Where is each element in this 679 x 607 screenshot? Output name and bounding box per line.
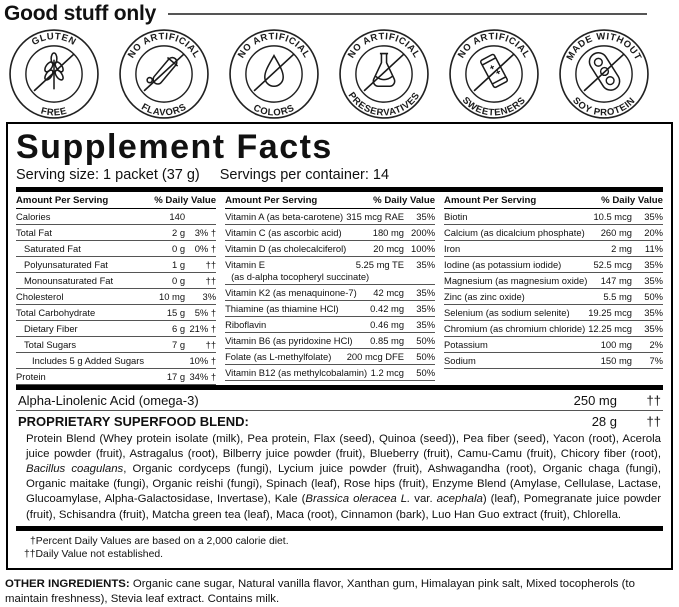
nutrient-amount: 12.25 mcg bbox=[588, 322, 632, 334]
nutrient-subname: (as d-alpha tocopheryl succinate) bbox=[231, 270, 370, 282]
badge-bottom-label: PRESERVATIVES bbox=[345, 90, 423, 119]
other-ingredients-text: Organic cane sugar, Natural vanilla flavor, Xanthan gum, Himalayan pink salt, Mixed tocopherols (to maintain freshness), Stevia leaf extract. Contains milk. bbox=[5, 577, 635, 605]
blend-text-segment: , Organic cordyceps (fungi), Lycium juice powder (fruit), Ashwagandha (root), Organic chaga (fungi), Organic maitake (fungi), Organic reishi (fungi), Spinach (leaf), Rose hips (fruit), Enzyme Blend (Amylase, Cellulase, Lactase, Glucoamylase, Alpha-Galactosidase, Invertase), Kale ( bbox=[26, 462, 661, 506]
sweetener-packet-icon bbox=[480, 54, 508, 88]
nutrient-row bbox=[225, 365, 435, 381]
nutrient-row bbox=[225, 257, 435, 285]
badge-no-artificial-colors bbox=[228, 28, 320, 120]
blend-row-daily-value: †† bbox=[646, 392, 661, 408]
nutrient-amount: 1 g bbox=[172, 258, 186, 270]
nutrient-name: Vitamin K2 (as menaquinone-7) bbox=[225, 286, 357, 298]
nutrient-amount: 0 g bbox=[172, 242, 186, 254]
nutrient-row bbox=[225, 349, 435, 365]
nutrient-daily-value: 0% † bbox=[194, 242, 217, 254]
nutrient-amount: 5.25 mg TE bbox=[355, 258, 405, 270]
extra-rows bbox=[16, 390, 663, 431]
nutrient-amount: 52.5 mcg bbox=[593, 258, 632, 270]
nutrient-row-main bbox=[16, 339, 216, 350]
serving-size: Serving size: 1 packet (37 g) bbox=[16, 167, 200, 183]
badge-top-label: NO ARTIFICIAL bbox=[235, 31, 313, 61]
title-row bbox=[4, 2, 679, 26]
footnote: ††Daily Value not established. bbox=[24, 548, 164, 560]
nutrient-row bbox=[225, 225, 435, 241]
nutrient-row-main bbox=[16, 275, 216, 286]
badge-bottom-label: FREE bbox=[39, 105, 69, 119]
nutrient-daily-value: 35% bbox=[644, 322, 663, 334]
nutrient-name: Iron bbox=[444, 242, 461, 254]
nutrient-amount: 10.5 mcg bbox=[593, 210, 632, 222]
svg-text:COLORS bbox=[251, 103, 296, 119]
facts-column bbox=[16, 192, 216, 385]
blend-row-amount: 28 g bbox=[591, 413, 617, 429]
nutrient-daily-value: †† bbox=[205, 258, 217, 270]
nutrient-amount: 19.25 mcg bbox=[588, 306, 632, 318]
nutrient-row bbox=[444, 209, 663, 225]
nutrient-row bbox=[225, 333, 435, 349]
footnote: †Percent Daily Values are based on a 2,000 calorie diet. bbox=[30, 535, 289, 547]
nutrient-amount: 6 g bbox=[172, 322, 186, 334]
svg-text:FLAVORS bbox=[139, 101, 188, 118]
nutrient-name: Polyunsaturated Fat bbox=[24, 258, 108, 270]
nutrient-row-main bbox=[16, 211, 216, 222]
nutrient-row bbox=[444, 273, 663, 289]
nutrient-row-main bbox=[16, 355, 216, 366]
nutrient-daily-value: 50% bbox=[416, 366, 436, 378]
nutrient-name: Protein bbox=[16, 370, 46, 382]
nutrient-amount: 15 g bbox=[166, 306, 186, 318]
nutrient-amount: 100 mg bbox=[600, 338, 632, 350]
nutrient-row bbox=[16, 305, 216, 321]
nutrient-row bbox=[444, 353, 663, 369]
nutrient-row-main bbox=[225, 259, 435, 270]
nutrient-daily-value: 35% bbox=[416, 258, 436, 270]
nutrient-amount: 147 mg bbox=[600, 274, 632, 286]
nutrient-row bbox=[444, 289, 663, 305]
nutrient-row-main bbox=[225, 367, 435, 378]
nutrient-amount: 180 mg bbox=[372, 226, 405, 238]
nutrient-name: Riboflavin bbox=[225, 318, 267, 330]
nutrient-name: Monounsaturated Fat bbox=[24, 274, 114, 286]
nutrient-daily-value: 35% bbox=[644, 258, 663, 270]
nutrient-daily-value: 100% bbox=[411, 242, 436, 254]
nutrient-amount: 140 bbox=[169, 210, 186, 222]
nutrient-daily-value: 3% † bbox=[194, 226, 217, 238]
nutrient-name: Calcium (as dicalcium phosphate) bbox=[444, 226, 585, 238]
nutrient-row-main bbox=[444, 243, 663, 254]
daily-value-header: % Daily Value bbox=[601, 194, 663, 206]
nutrient-row bbox=[444, 241, 663, 257]
badge-bottom-label: SOY PROTEIN bbox=[570, 95, 638, 119]
nutrient-amount: 2 g bbox=[172, 226, 186, 238]
nutrient-name: Vitamin E bbox=[225, 258, 266, 270]
nutrient-name: Sodium bbox=[444, 354, 476, 366]
nutrient-amount: 2 mg bbox=[611, 242, 632, 254]
nutrient-name: Calories bbox=[16, 210, 51, 222]
blend-row-name: Alpha-Linolenic Acid (omega-3) bbox=[18, 392, 199, 408]
page-title: Good stuff only bbox=[4, 2, 157, 25]
nutrient-name: Includes 5 g Added Sugars bbox=[32, 354, 145, 366]
nutrient-amount: 0.42 mg bbox=[370, 302, 405, 314]
nutrient-name: Cholesterol bbox=[16, 290, 64, 302]
nutrient-daily-value: 3% bbox=[202, 290, 217, 302]
nutrient-row bbox=[444, 305, 663, 321]
other-ingredients bbox=[0, 570, 679, 607]
nutrient-row-main bbox=[16, 371, 216, 382]
nutrient-row bbox=[444, 225, 663, 241]
badge-gluten-free bbox=[8, 28, 100, 120]
nutrient-row bbox=[16, 321, 216, 337]
nutrient-name: Total Sugars bbox=[24, 338, 77, 350]
nutrient-row bbox=[444, 321, 663, 337]
blend-row-amount: 250 mg bbox=[573, 392, 617, 408]
nutrient-name: Magnesium (as magnesium oxide) bbox=[444, 274, 588, 286]
nutrient-daily-value: 35% bbox=[416, 302, 436, 314]
nutrient-row-main bbox=[225, 211, 435, 222]
nutrient-daily-value: 5% † bbox=[194, 306, 217, 318]
nutrient-name: Thiamine (as thiamine HCl) bbox=[225, 302, 339, 314]
badge-made-without-soy-protein bbox=[558, 28, 650, 120]
nutrient-daily-value: 35% bbox=[416, 318, 436, 330]
nutrient-row-main bbox=[444, 227, 663, 238]
nutrient-name: Iodine (as potassium iodide) bbox=[444, 258, 562, 270]
nutrient-daily-value: 200% bbox=[411, 226, 436, 238]
nutrient-name: Vitamin C (as ascorbic acid) bbox=[225, 226, 342, 238]
servings-per-container: Servings per container: 14 bbox=[219, 167, 390, 183]
badge-top-label: NO ARTIFICIAL bbox=[345, 31, 423, 61]
nutrient-row-main bbox=[225, 303, 435, 314]
nutrient-name: Vitamin A (as beta-carotene) bbox=[225, 210, 344, 222]
nutrient-name: Biotin bbox=[444, 210, 468, 222]
nutrient-row bbox=[16, 369, 216, 385]
column-header bbox=[225, 192, 435, 209]
blend-text-segment: Brassica oleracea L. bbox=[305, 493, 411, 506]
nutrient-amount: 1.2 mcg bbox=[370, 366, 405, 378]
nutrient-row bbox=[16, 353, 216, 369]
nutrient-name: Zinc (as zinc oxide) bbox=[444, 290, 525, 302]
title-rule bbox=[168, 13, 647, 15]
footnotes bbox=[16, 531, 663, 563]
facts-column bbox=[225, 192, 435, 385]
droplet-icon bbox=[265, 56, 283, 87]
nutrient-row-main bbox=[444, 275, 663, 286]
nutrient-amount: 0.46 mg bbox=[370, 318, 405, 330]
test-tube-icon bbox=[147, 54, 180, 87]
nutrient-row bbox=[225, 241, 435, 257]
nutrient-row bbox=[225, 209, 435, 225]
nutrient-daily-value: 35% bbox=[416, 210, 436, 222]
no-slash-icon bbox=[144, 54, 184, 91]
blend-text-segment: ) (leaf), Pomegranate juice powder (fruit), Schisandra (fruit), Matcha green tea (leaf), Maca (root), Cinnamon (bark), Luo Han Guo extract (fruit), Chlorella. bbox=[26, 493, 661, 521]
amount-header: Amount Per Serving bbox=[444, 194, 537, 206]
nutrient-row bbox=[444, 337, 663, 353]
nutrient-row bbox=[444, 257, 663, 273]
nutrient-row bbox=[16, 273, 216, 289]
column-header bbox=[16, 192, 216, 209]
nutrient-row-main bbox=[225, 319, 435, 330]
nutrient-amount: 10 mg bbox=[159, 290, 186, 302]
serving-info bbox=[16, 167, 663, 183]
header-section bbox=[0, 0, 679, 120]
facts-grid bbox=[16, 192, 663, 385]
nutrient-row bbox=[16, 337, 216, 353]
nutrient-row-main bbox=[444, 259, 663, 270]
blend-row-daily-value: †† bbox=[646, 413, 661, 429]
nutrient-name: Vitamin B6 (as pyridoxine HCl) bbox=[225, 334, 353, 346]
nutrient-name: Folate (as L-methylfolate) bbox=[225, 350, 332, 362]
supplement-facts-panel bbox=[6, 122, 673, 570]
nutrient-row-main bbox=[16, 259, 216, 270]
blend-text-segment: Protein Blend (Whey protein isolate (milk), Pea protein, Flax (seed), Quinoa (seed)), Pea fiber (seed), Yacon (root), Acerola juice powder (fruit), Astragalus (root), Bilberry juice powder (fruit), Blueberry (fruit), Camu-Camu (fruit), Chicory fiber (root), bbox=[26, 432, 661, 460]
amount-header: Amount Per Serving bbox=[16, 194, 109, 206]
nutrient-daily-value: 20% bbox=[644, 226, 663, 238]
nutrient-daily-value: 50% bbox=[416, 334, 436, 346]
nutrient-amount: 42 mcg bbox=[373, 286, 405, 298]
nutrient-daily-value: 35% bbox=[416, 286, 436, 298]
nutrient-daily-value: 11% bbox=[644, 242, 663, 254]
nutrient-amount: 200 mcg DFE bbox=[346, 350, 405, 362]
nutrient-row-main bbox=[444, 211, 663, 222]
nutrient-row-main bbox=[225, 351, 435, 362]
nutrient-name: Saturated Fat bbox=[24, 242, 81, 254]
nutrient-amount: 20 mcg bbox=[373, 242, 405, 254]
badge-no-artificial-flavors bbox=[118, 28, 210, 120]
supplement-facts-title: Supplement Facts bbox=[16, 128, 333, 166]
flask-icon bbox=[373, 54, 394, 87]
nutrient-row-main bbox=[444, 291, 663, 302]
nutrient-row-main bbox=[225, 243, 435, 254]
badge-bottom-label: SWEETENERS bbox=[459, 94, 529, 119]
nutrient-daily-value: 10% † bbox=[189, 354, 217, 366]
nutrient-row-main bbox=[16, 323, 216, 334]
badge-no-artificial-sweeteners bbox=[448, 28, 540, 120]
badge-bottom-label: FLAVORS bbox=[139, 101, 189, 119]
nutrient-amount: 315 mcg RAE bbox=[346, 210, 405, 222]
other-ingredients-label: OTHER INGREDIENTS: bbox=[5, 577, 130, 590]
nutrient-daily-value: 35% bbox=[644, 306, 663, 318]
badge-top-label: NO ARTIFICIAL bbox=[455, 31, 533, 61]
nutrient-daily-value: 35% bbox=[644, 210, 663, 222]
nutrient-amount: 7 g bbox=[172, 338, 186, 350]
blend-description bbox=[16, 431, 663, 526]
facts-column bbox=[444, 192, 663, 385]
nutrient-row-main bbox=[16, 227, 216, 238]
badge-top-label: NO ARTIFICIAL bbox=[125, 31, 203, 61]
nutrient-daily-value: 2% bbox=[649, 338, 663, 350]
nutrient-daily-value: 50% bbox=[416, 350, 436, 362]
nutrient-row-main bbox=[16, 307, 216, 318]
nutrient-row bbox=[16, 257, 216, 273]
nutrient-daily-value: 7% bbox=[649, 354, 663, 366]
nutrient-row-main bbox=[225, 227, 435, 238]
badge-no-artificial-preservatives bbox=[338, 28, 430, 120]
nutrient-amount: 17 g bbox=[166, 370, 186, 382]
badge-bottom-label: COLORS bbox=[251, 102, 297, 119]
svg-text:FREE bbox=[40, 105, 69, 118]
nutrient-daily-value: 35% bbox=[644, 274, 663, 286]
nutrient-row bbox=[16, 209, 216, 225]
blend-text-segment: var. bbox=[410, 493, 437, 506]
blend-text-segment: Bacillus coagulans bbox=[26, 462, 124, 475]
nutrient-row-main bbox=[444, 323, 663, 334]
svg-text:SWEETENERS bbox=[460, 95, 528, 119]
blend-row bbox=[16, 411, 663, 431]
svg-text:PRESERVATIVES bbox=[346, 90, 423, 118]
nutrient-amount: 260 mg bbox=[600, 226, 632, 238]
nutrient-row-main bbox=[444, 307, 663, 318]
nutrient-amount: 0 g bbox=[172, 274, 186, 286]
nutrient-row-main bbox=[225, 335, 435, 346]
nutrient-row bbox=[225, 301, 435, 317]
nutrient-name: Chromium (as chromium chloride) bbox=[444, 322, 586, 334]
badge-top-label: MADE WITHOUT bbox=[564, 31, 644, 63]
nutrient-amount: 5.5 mg bbox=[603, 290, 632, 302]
nutrient-row bbox=[16, 289, 216, 305]
nutrient-row-main bbox=[444, 339, 663, 350]
nutrient-row bbox=[225, 317, 435, 333]
daily-value-header: % Daily Value bbox=[373, 194, 436, 206]
nutrient-daily-value: 21% † bbox=[189, 322, 217, 334]
nutrient-row-main bbox=[444, 355, 663, 366]
nutrient-name: Potassium bbox=[444, 338, 488, 350]
nutrient-amount: 150 mg bbox=[600, 354, 632, 366]
nutrient-name: Vitamin D (as cholecalciferol) bbox=[225, 242, 347, 254]
blend-row-name: PROPRIETARY SUPERFOOD BLEND: bbox=[18, 413, 249, 429]
daily-value-header: % Daily Value bbox=[154, 194, 217, 206]
nutrient-name: Total Fat bbox=[16, 226, 52, 238]
nutrient-amount: 0.85 mg bbox=[370, 334, 405, 346]
no-slash-icon bbox=[254, 54, 294, 91]
column-header bbox=[444, 192, 663, 209]
nutrient-daily-value: 50% bbox=[644, 290, 663, 302]
nutrient-daily-value: †† bbox=[205, 274, 217, 286]
no-slash-icon bbox=[364, 54, 404, 91]
nutrient-name: Selenium (as sodium selenite) bbox=[444, 306, 570, 318]
amount-header: Amount Per Serving bbox=[225, 194, 318, 206]
nutrient-name: Dietary Fiber bbox=[24, 322, 78, 334]
blend-row bbox=[16, 390, 663, 411]
nutrient-row bbox=[16, 225, 216, 241]
badge-row bbox=[8, 28, 650, 120]
nutrient-daily-value: 34% † bbox=[189, 370, 217, 382]
nutrient-row bbox=[225, 285, 435, 301]
nutrient-row bbox=[16, 241, 216, 257]
nutrient-name: Vitamin B12 (as methylcobalamin) bbox=[225, 366, 368, 378]
wheat-icon bbox=[43, 53, 64, 89]
nutrient-row-main bbox=[16, 243, 216, 254]
nutrient-row-main bbox=[225, 287, 435, 298]
blend-text-segment: acephala bbox=[436, 493, 483, 506]
nutrient-row-main bbox=[16, 291, 216, 302]
badge-top-label: GLUTEN bbox=[29, 31, 79, 49]
nutrient-name: Total Carbohydrate bbox=[16, 306, 96, 318]
nutrient-daily-value: †† bbox=[205, 338, 217, 350]
svg-text:SOY PROTEIN bbox=[570, 95, 638, 118]
